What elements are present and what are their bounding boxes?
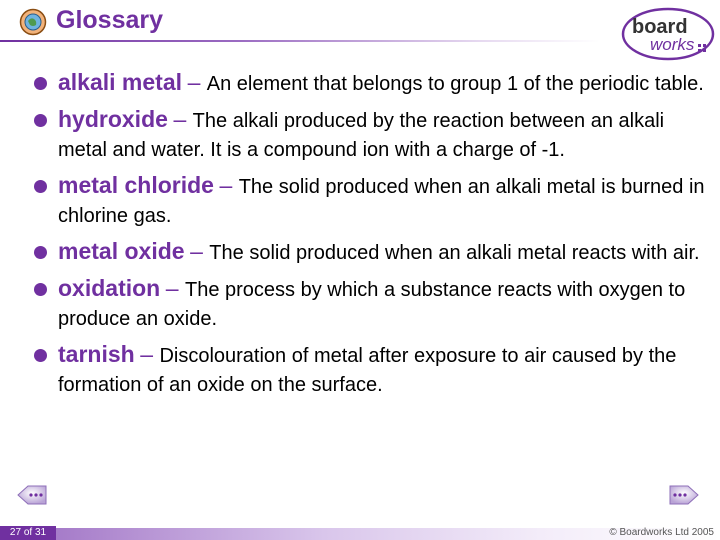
- bullet-icon: [34, 283, 47, 296]
- glossary-term: oxidation: [58, 275, 161, 301]
- glossary-entry: [30, 68, 710, 99]
- glossary-term: tarnish: [58, 341, 135, 367]
- glossary-entry: [30, 340, 710, 400]
- previous-slide-button[interactable]: [16, 484, 48, 506]
- glossary-term: hydroxide: [58, 106, 168, 132]
- term-separator: –: [165, 275, 185, 301]
- svg-text:works: works: [650, 35, 695, 54]
- bullet-icon: [34, 114, 47, 127]
- bullet-icon: [34, 77, 47, 90]
- term-separator: –: [190, 238, 210, 264]
- glossary-definition: The process by which a substance reacts with oxygen to produce an oxide.: [58, 279, 686, 330]
- glossary-entry: [30, 274, 710, 334]
- page-counter: 27 of 31: [0, 526, 56, 540]
- glossary-definition: An element that belongs to group 1 of the periodic table.: [206, 73, 704, 95]
- glossary-list: [30, 68, 710, 400]
- term-separator: –: [187, 69, 207, 95]
- svg-text:board: board: [632, 16, 688, 38]
- glossary-definition: The alkali produced by the reaction between an alkali metal and water. It is a compound ion with a charge of -1.: [58, 110, 665, 161]
- page-title: Glossary: [56, 6, 164, 34]
- term-separator: –: [219, 172, 239, 198]
- glossary-definition: Discolouration of metal after exposure to air caused by the formation of an oxide on the surface.: [58, 345, 677, 396]
- glossary-entry: [30, 105, 710, 165]
- bullet-icon: [34, 180, 47, 193]
- bullet-icon: [34, 349, 47, 362]
- glossary-term: alkali metal: [58, 69, 183, 95]
- term-separator: –: [140, 341, 160, 367]
- glossary-term: metal oxide: [58, 238, 185, 264]
- glossary-entry: [30, 237, 710, 268]
- glossary-entry: [30, 171, 710, 231]
- boardworks-logo: [620, 6, 716, 62]
- glossary-definition: The solid produced when an alkali metal reacts with air.: [209, 242, 700, 264]
- next-slide-button[interactable]: [668, 484, 700, 506]
- term-separator: –: [173, 106, 193, 132]
- bullet-icon: [34, 246, 47, 259]
- glossary-definition: The solid produced when an alkali metal is burned in chlorine gas.: [58, 176, 705, 227]
- glossary-term: metal chloride: [58, 172, 214, 198]
- glossary-globe-icon: [19, 8, 47, 36]
- copyright-notice: © Boardworks Ltd 2005: [609, 527, 714, 538]
- header-divider: [0, 40, 600, 42]
